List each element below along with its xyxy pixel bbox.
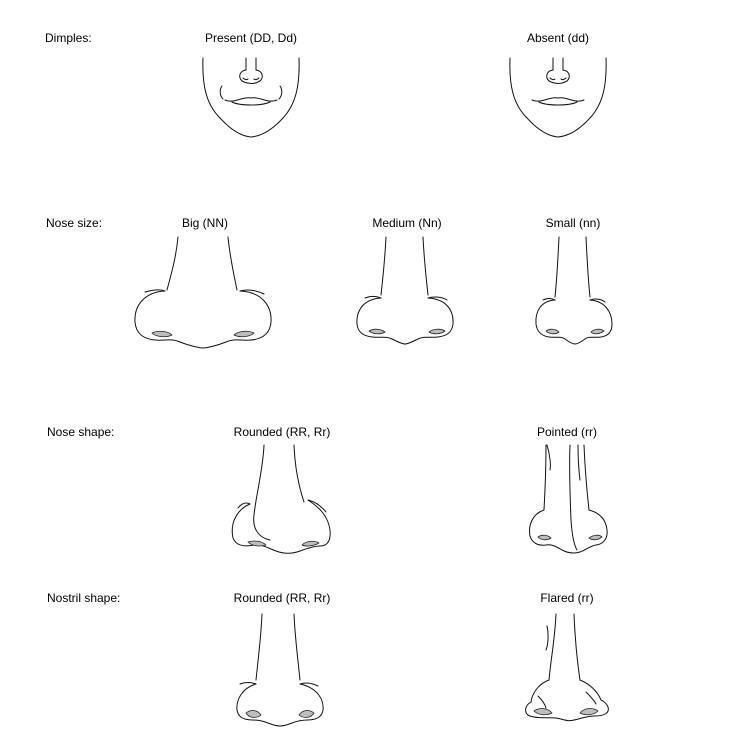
- caption-nose-size-small: Small (nn): [545, 216, 601, 230]
- caption-nose-size-big: Big (NN): [181, 216, 229, 230]
- caption-nose-shape-rounded: Rounded (RR, Rr): [233, 425, 331, 439]
- trait-label-dimples: Dimples:: [45, 31, 92, 45]
- trait-label-nostril-shape: Nostril shape:: [47, 591, 121, 605]
- nose-medium-drawing: [357, 237, 453, 344]
- face-dimples-present-drawing: [203, 58, 299, 137]
- caption-nostril-shape-flared: Flared (rr): [540, 591, 594, 605]
- face-dimples-absent-drawing: [510, 58, 606, 137]
- caption-dimples-present: Present (DD, Dd): [204, 31, 298, 45]
- nose-big-drawing: [135, 237, 271, 348]
- nose-small-drawing: [536, 237, 612, 344]
- trait-label-nose-shape: Nose shape:: [47, 425, 115, 439]
- nose-shape-pointed-drawing: [530, 445, 608, 553]
- nostril-shape-rounded-drawing: [237, 614, 323, 726]
- nose-shape-rounded-drawing: [232, 445, 330, 553]
- caption-dimples-absent: Absent (dd): [526, 31, 590, 45]
- caption-nostril-shape-rounded: Rounded (RR, Rr): [233, 591, 331, 605]
- trait-label-nose-size: Nose size:: [46, 216, 103, 230]
- caption-nose-shape-pointed: Pointed (rr): [536, 425, 598, 439]
- nostril-shape-flared-drawing: [526, 614, 609, 721]
- caption-nose-size-medium: Medium (Nn): [372, 216, 442, 230]
